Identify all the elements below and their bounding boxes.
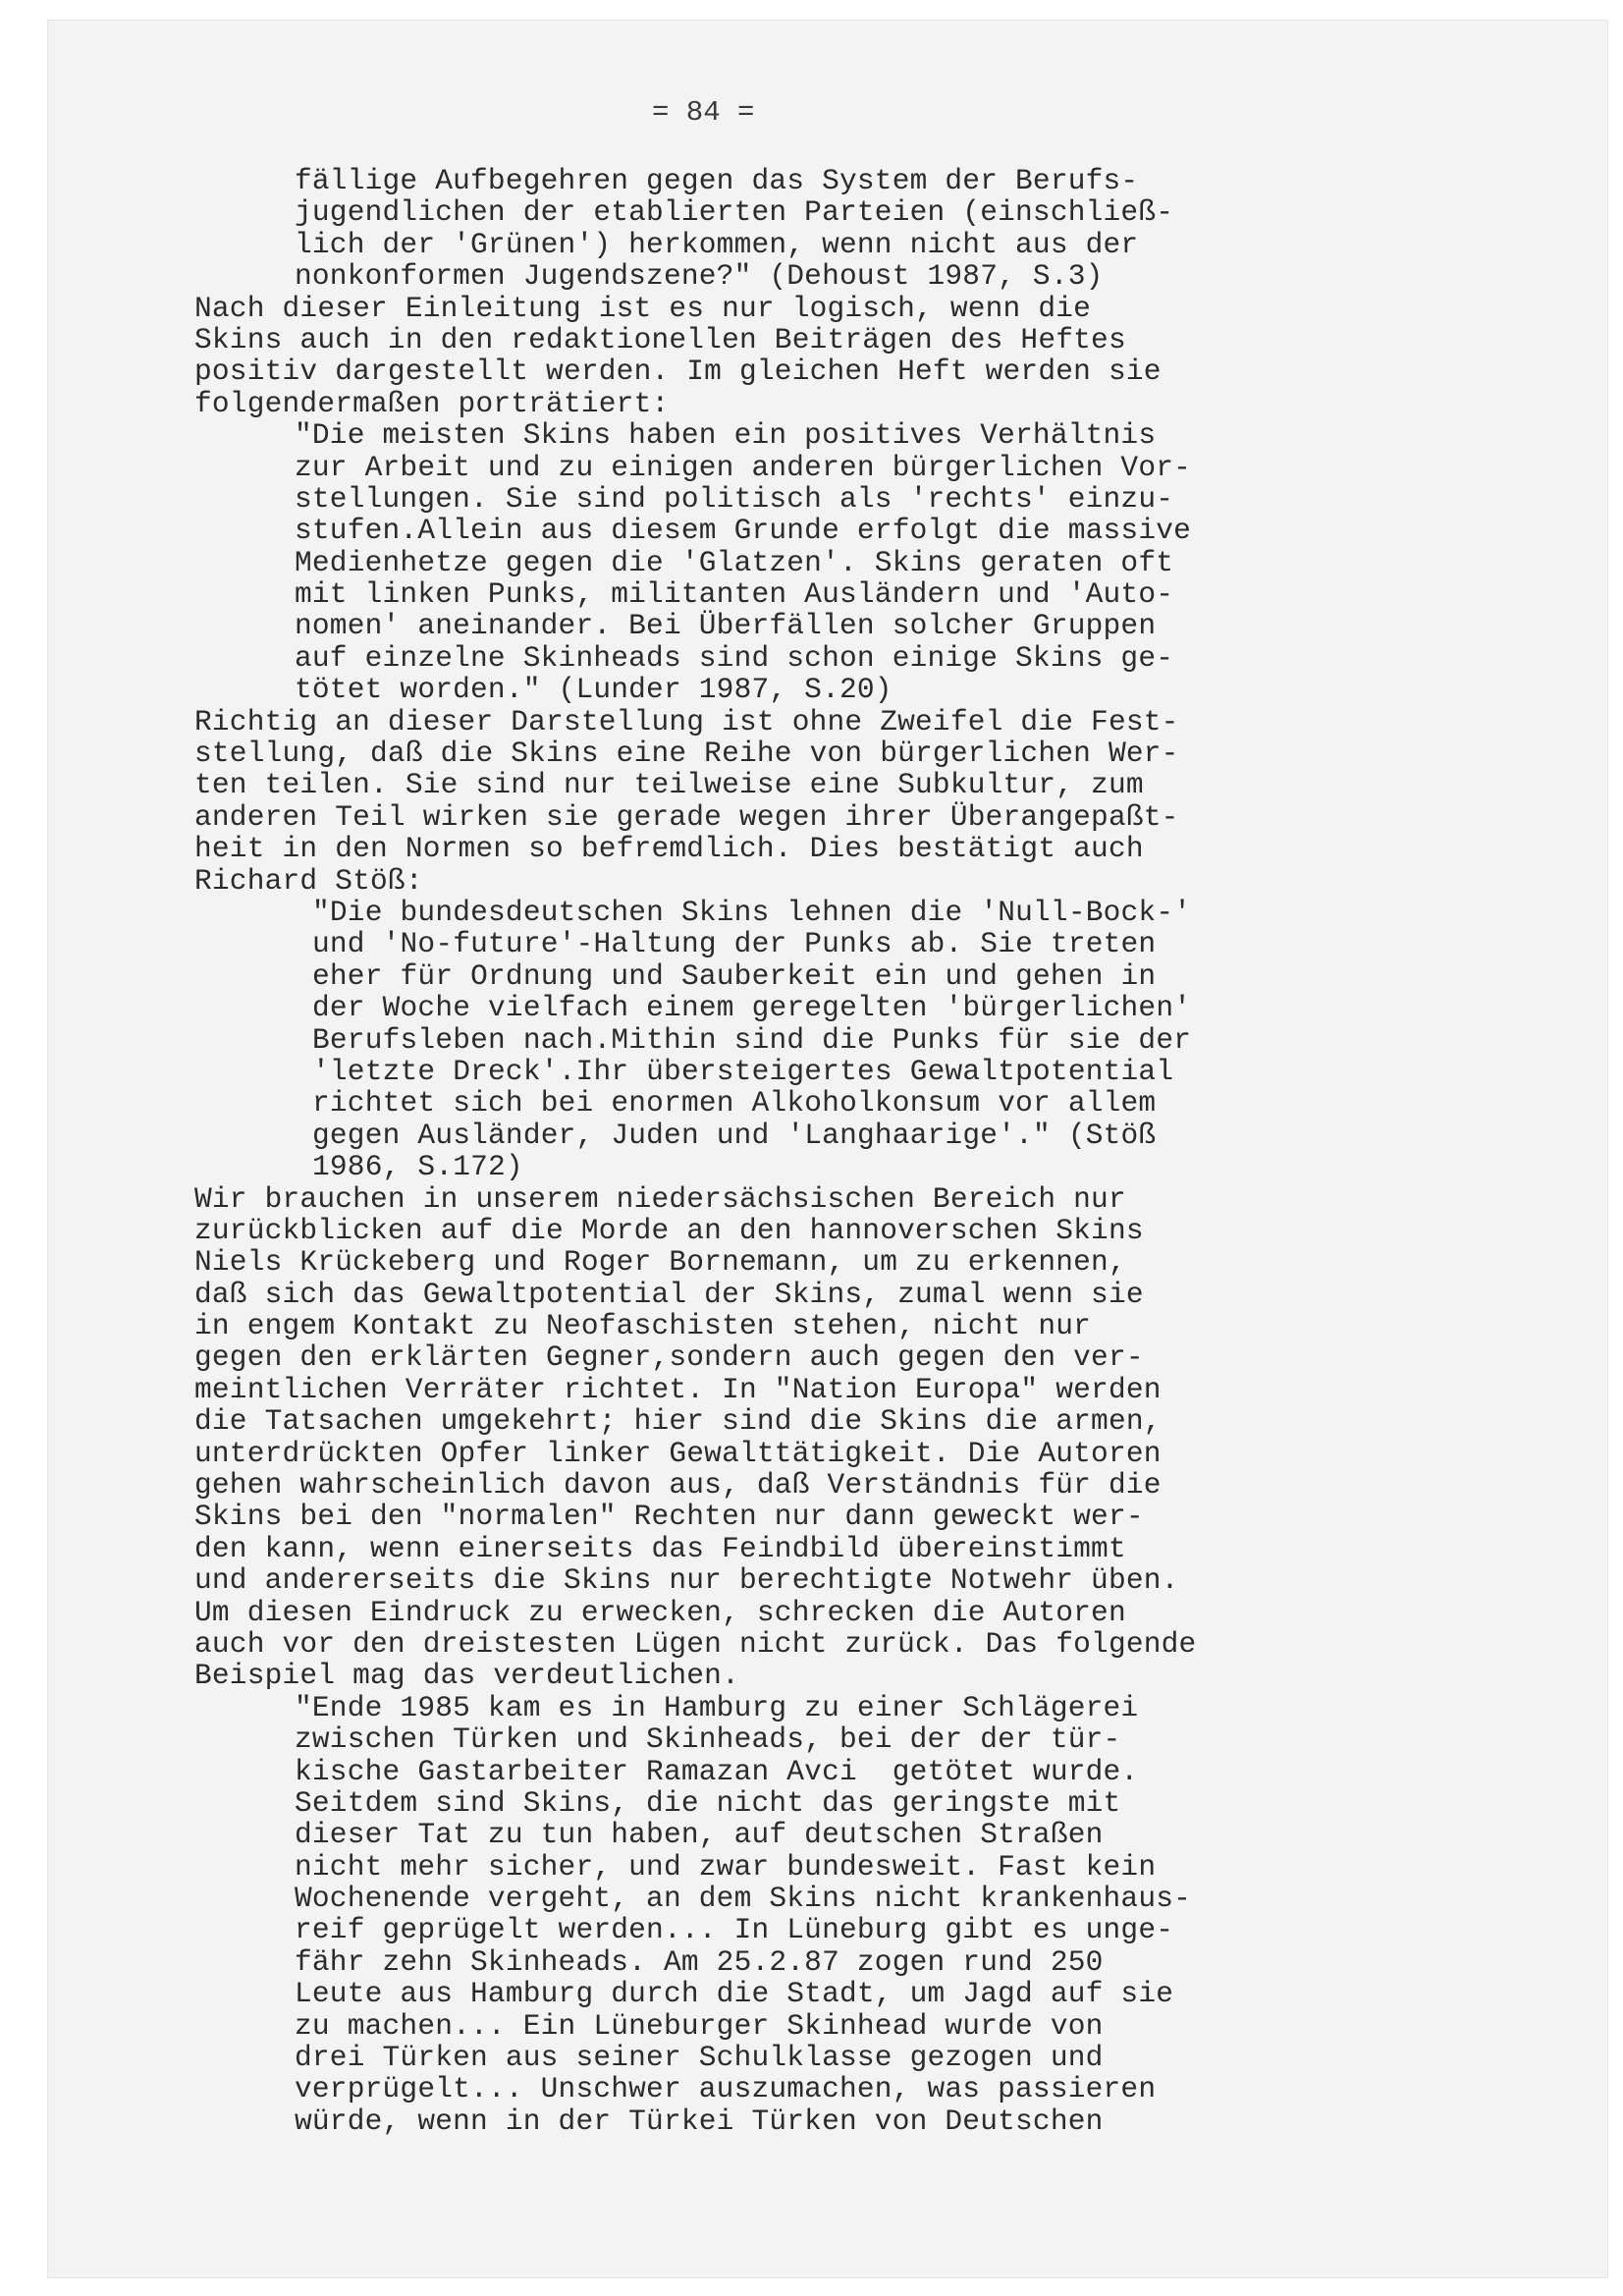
text-line: Richtig an dieser Darstellung ist ohne Zweifel die Fest- bbox=[194, 704, 1179, 738]
text-line: lich der 'Grünen') herkommen, wenn nicht aus der bbox=[295, 227, 1139, 261]
text-line: Skins bei den "normalen" Rechten nur dann geweckt wer- bbox=[194, 1500, 1144, 1534]
text-line: und andererseits die Skins nur berechtigte Notwehr üben. bbox=[194, 1563, 1179, 1598]
text-line: Skins auch in den redaktionellen Beiträgen des Heftes bbox=[194, 322, 1126, 356]
text-line: fällige Aufbegehren gegen das System der Berufs- bbox=[295, 164, 1139, 197]
text-line: Medienhetze gegen die 'Glatzen'. Skins geraten oft bbox=[295, 545, 1174, 579]
text-line: reif geprügelt werden... In Lüneburg gibt es unge- bbox=[295, 1913, 1174, 1947]
text-line: "Ende 1985 kam es in Hamburg zu einer Schlägerei bbox=[295, 1690, 1139, 1724]
text-line: stellungen. Sie sind politisch als 'rechts' einzu- bbox=[295, 481, 1174, 516]
typewritten-body bbox=[194, 165, 1589, 2137]
text-line: unterdrückten Opfer linker Gewalttätigkeit. Die Autoren bbox=[194, 1436, 1162, 1470]
text-line: mit linken Punks, militanten Ausländern und 'Auto- bbox=[295, 577, 1174, 612]
text-line: Berufsleben nach.Mithin sind die Punks für sie der bbox=[312, 1022, 1192, 1057]
page-number: = 84 = bbox=[652, 96, 755, 129]
text-line: Leute aus Hamburg durch die Stadt, um Jagd auf sie bbox=[295, 1977, 1174, 2011]
text-line: zwischen Türken und Skinheads, bei der der tür- bbox=[295, 1722, 1121, 1757]
block-quote bbox=[194, 419, 1589, 706]
block-quote bbox=[194, 897, 1589, 1183]
text-line: zu machen... Ein Lüneburger Skinhead wurde von bbox=[295, 2008, 1104, 2043]
text-line: nicht mehr sicher, und zwar bundesweit. Fast kein bbox=[295, 1849, 1157, 1884]
text-line: Wir brauchen in unserem niedersächsischen Bereich nur bbox=[194, 1181, 1126, 1216]
text-line: verprügelt... Unschwer auszumachen, was passieren bbox=[295, 2072, 1157, 2106]
text-line: gegen den erklärten Gegner,sondern auch gegen den ver- bbox=[194, 1340, 1144, 1375]
text-line: eher für Ordnung und Sauberkeit ein und gehen in bbox=[312, 958, 1157, 993]
text-line: ten teilen. Sie sind nur teilweise eine Subkultur, zum bbox=[194, 768, 1144, 802]
text-line: jugendlichen der etablierten Parteien (einschließ- bbox=[295, 195, 1174, 230]
text-line: folgendermaßen porträtiert: bbox=[194, 386, 670, 420]
block-quote bbox=[194, 1692, 1589, 2137]
text-line: nonkonformen Jugendszene?" (Dehoust 1987, S.3) bbox=[295, 259, 1104, 294]
text-line: kische Gastarbeiter Ramazan Avci getötet wurde. bbox=[295, 1754, 1139, 1788]
text-line: der Woche vielfach einem geregelten 'bürgerlichen' bbox=[312, 991, 1192, 1025]
text-line: die Tatsachen umgekehrt; hier sind die Skins die armen, bbox=[194, 1404, 1162, 1439]
body-paragraph bbox=[194, 293, 1589, 420]
text-line: "Die bundesdeutschen Skins lehnen die 'Null-Bock-' bbox=[312, 895, 1192, 929]
text-line: richtet sich bei enormen Alkoholkonsum vor allem bbox=[312, 1086, 1157, 1121]
text-line: stufen.Allein aus diesem Grunde erfolgt die massive bbox=[295, 514, 1192, 548]
text-line: zur Arbeit und zu einigen anderen bürgerlichen Vor- bbox=[295, 450, 1192, 484]
text-line: heit in den Normen so befremdlich. Dies bestätigt auch bbox=[194, 832, 1144, 866]
text-line: und 'No-future'-Haltung der Punks ab. Sie treten bbox=[312, 927, 1157, 961]
text-line: Niels Krückeberg und Roger Bornemann, um zu erkennen, bbox=[194, 1245, 1126, 1280]
body-paragraph bbox=[194, 1183, 1589, 1692]
text-line: Seitdem sind Skins, die nicht das geringste mit bbox=[295, 1785, 1121, 1820]
text-line: meintlichen Verräter richtet. In "Nation Europa" werden bbox=[194, 1372, 1162, 1406]
text-line: dieser Tat zu tun haben, auf deutschen Straßen bbox=[295, 1818, 1104, 1852]
text-line: daß sich das Gewaltpotential der Skins, zumal wenn sie bbox=[194, 1277, 1144, 1311]
text-line: gehen wahrscheinlich davon aus, daß Verständnis für die bbox=[194, 1468, 1162, 1503]
text-line: Nach dieser Einleitung ist es nur logisch, wenn die bbox=[194, 291, 1092, 325]
text-line: würde, wenn in der Türkei Türken von Deutschen bbox=[295, 2104, 1104, 2138]
text-line: gegen Ausländer, Juden und 'Langhaarige'." (Stöß bbox=[312, 1118, 1157, 1152]
text-line: drei Türken aus seiner Schulklasse gezogen und bbox=[295, 2041, 1104, 2075]
text-line: anderen Teil wirken sie gerade wegen ihrer Überangepaßt- bbox=[194, 799, 1179, 834]
text-line: Wochenende vergeht, an dem Skins nicht krankenhaus- bbox=[295, 1882, 1192, 1916]
text-line: zurückblicken auf die Morde an den hannoverschen Skins bbox=[194, 1213, 1144, 1247]
text-line: 1986, S.172) bbox=[312, 1150, 523, 1184]
text-line: Um diesen Eindruck zu erwecken, schrecken die Autoren bbox=[194, 1595, 1126, 1629]
text-line: nomen' aneinander. Bei Überfällen solcher Gruppen bbox=[295, 609, 1157, 643]
text-line: auf einzelne Skinheads sind schon einige Skins ge- bbox=[295, 640, 1174, 675]
block-quote bbox=[194, 165, 1589, 293]
text-line: Beispiel mag das verdeutlichen. bbox=[194, 1659, 739, 1693]
text-line: positiv dargestellt werden. Im gleichen Heft werden sie bbox=[194, 355, 1162, 389]
text-line: 'letzte Dreck'.Ihr übersteigertes Gewaltpotential bbox=[312, 1054, 1174, 1088]
text-line: "Die meisten Skins haben ein positives Verhältnis bbox=[295, 418, 1157, 453]
text-line: auch vor den dreistesten Lügen nicht zurück. Das folgende bbox=[194, 1626, 1197, 1661]
text-line: stellung, daß die Skins eine Reihe von bürgerlichen Wer- bbox=[194, 737, 1179, 771]
text-line: Richard Stöß: bbox=[194, 863, 423, 898]
text-line: in engem Kontakt zu Neofaschisten stehen, nicht nur bbox=[194, 1309, 1092, 1343]
text-line: den kann, wenn einerseits das Feindbild übereinstimmt bbox=[194, 1531, 1126, 1565]
body-paragraph bbox=[194, 706, 1589, 897]
text-line: tötet worden." (Lunder 1987, S.20) bbox=[295, 673, 893, 707]
text-line: fähr zehn Skinheads. Am 25.2.87 zogen rund 250 bbox=[295, 1944, 1104, 1979]
